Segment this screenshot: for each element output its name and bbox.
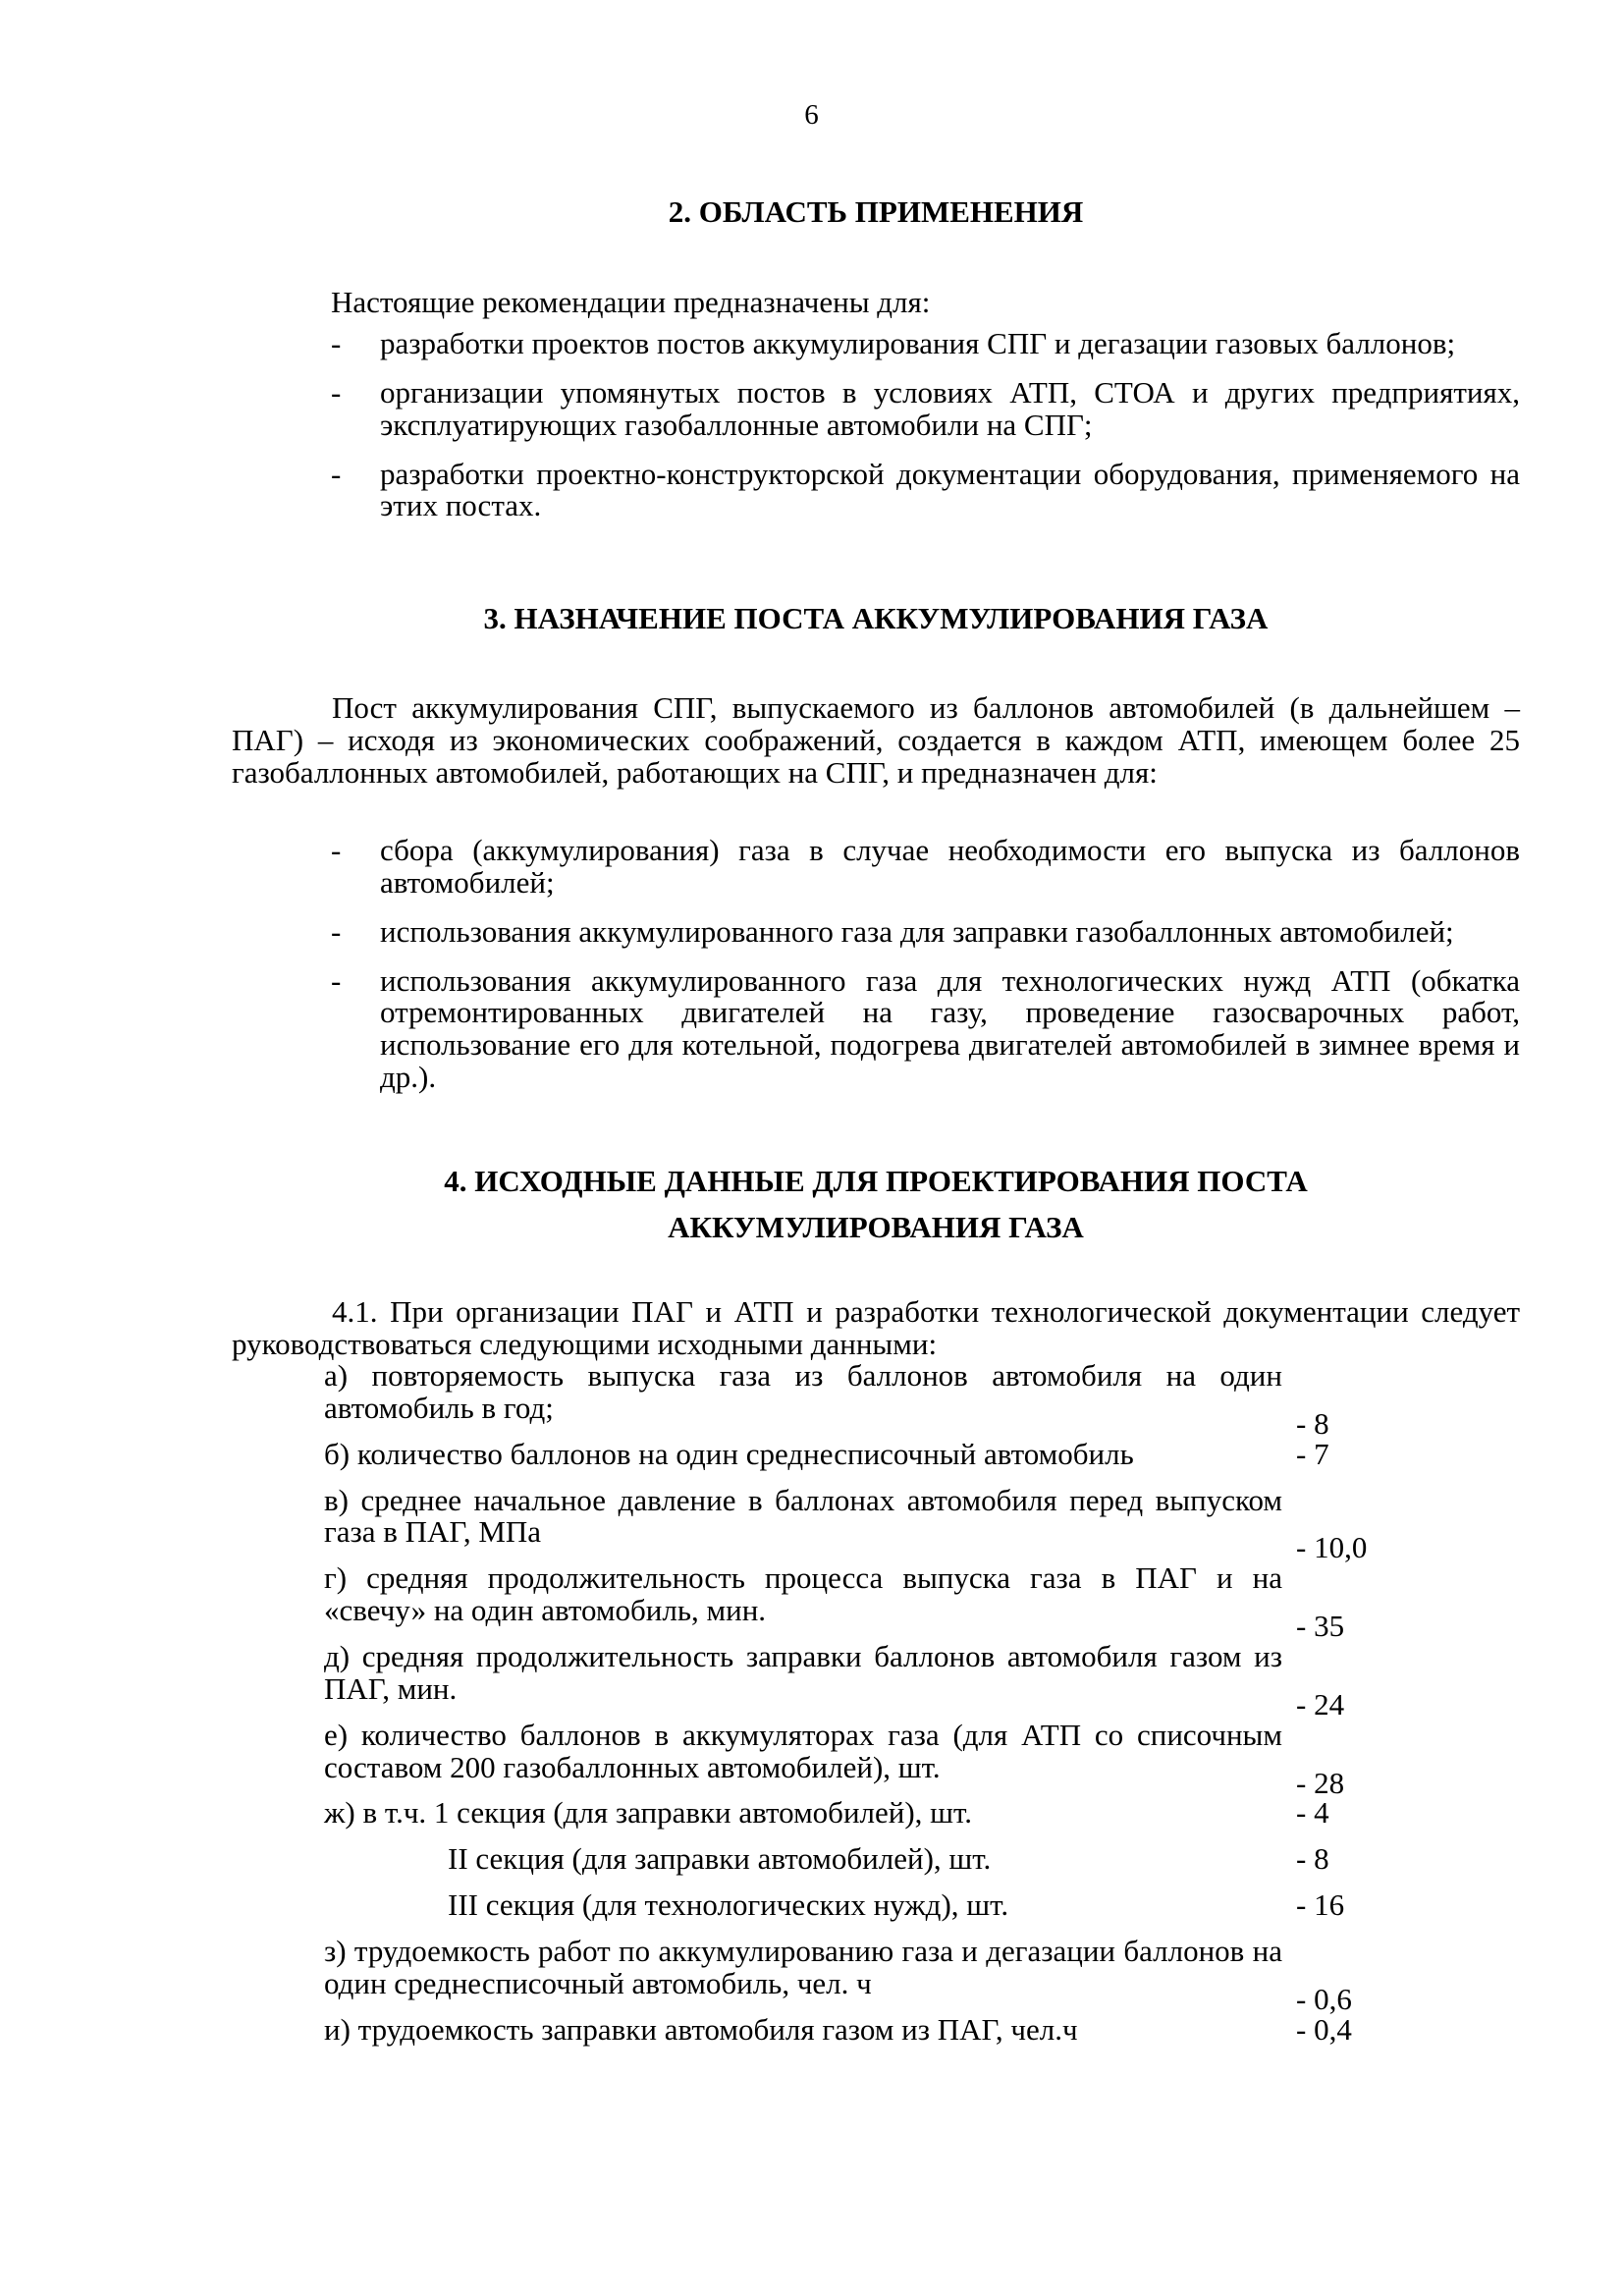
section-4-paragraph: 4.1. При организации ПАГ и АТП и разработки технологической документации следует руководствоваться следующими исходными данными:	[232, 1294, 1520, 1361]
data-row: г) средняя продолжительность процесса выпуска газа в ПАГ и на «свечу» на один автомобиль, мин. - 35	[324, 1560, 1345, 1644]
data-row: ж) в т.ч. 1 секция (для заправки автомобилей), шт. - 4	[324, 1795, 1329, 1831]
section-4-title	[232, 1159, 1520, 1250]
data-row: е) количество баллонов в аккумуляторах газа (для АТП со списочным составом 200 газобаллонных автомобилей), шт. - 28	[324, 1717, 1345, 1800]
section-2-title: 2. ОБЛАСТЬ ПРИМЕНЕНИЯ	[668, 194, 1084, 229]
section-4-title-line-2: АККУМУЛИРОВАНИЯ ГАЗА	[668, 1209, 1084, 1244]
list-item: - организации упомянутых постов в условиях АТП, СТОА и других предприятиях, эксплуатирующих газобаллонные автомобили на СПГ;	[331, 374, 1520, 442]
list-item: - разработки проектно-конструкторской документации оборудования, применяемого на этих постах.	[331, 456, 1520, 523]
data-row: б) количество баллонов на один среднесписочный автомобиль - 7	[324, 1436, 1329, 1471]
initial-data-list	[324, 1360, 1394, 2060]
data-row: III секция (для технологических нужд), шт. - 16	[448, 1887, 1345, 1923]
page-number: 6	[804, 99, 819, 131]
section-2-bullet-list	[331, 328, 1520, 539]
section-3-paragraph: Пост аккумулирования СПГ, выпускаемого из баллонов автомобилей (в дальнейшем – ПАГ) – исходя из экономических соображений, создается в каждом АТП, имеющем более 25 газобаллонных автомобилей, работающих на СПГ, и предназначен для:	[232, 690, 1520, 790]
list-item: - использования аккумулированного газа для заправки газобаллонных автомобилей;	[331, 913, 1454, 949]
section-3-bullet-list	[331, 835, 1520, 1111]
list-item: - сбора (аккумулирования) газа в случае необходимости его выпуска из баллонов автомобилей;	[331, 833, 1520, 900]
data-row: з) трудоемкость работ по аккумулированию газа и дегазации баллонов на один среднесписочный автомобиль, чел. ч - 0,6	[324, 1934, 1352, 2016]
data-row: и) трудоемкость заправки автомобиля газом из ПАГ, чел.ч - 0,4	[324, 2011, 1352, 2047]
data-row: д) средняя продолжительность заправки баллонов автомобиля газом из ПАГ, мин. - 24	[324, 1639, 1345, 1722]
section-4-title-line-1: 4. ИСХОДНЫЕ ДАННЫЕ ДЛЯ ПРОЕКТИРОВАНИЯ ПОСТА	[444, 1164, 1308, 1198]
section-2-intro: Настоящие рекомендации предназначены для:	[331, 285, 931, 319]
list-item: - использования аккумулированного газа для технологических нужд АТП (обкатка отремонтированных двигателей на газу, проведение газосварочных работ, использование его для котельной, подогрева двигателей автомобилей в зимнее время и др.).	[331, 962, 1520, 1095]
data-row: а) повторяемость выпуска газа из баллонов автомобиля на один автомобиль в год; - 8	[324, 1358, 1329, 1441]
data-row: в) среднее начальное давление в баллонах автомобиля перед выпуском газа в ПАГ, МПа - 10,0	[324, 1482, 1368, 1565]
section-3-title: 3. НАЗНАЧЕНИЕ ПОСТА АККУМУЛИРОВАНИЯ ГАЗА	[483, 601, 1269, 635]
list-item: - разработки проектов постов аккумулирования СПГ и дегазации газовых баллонов;	[331, 326, 1456, 360]
data-row: II секция (для заправки автомобилей), шт. - 8	[448, 1841, 1329, 1877]
